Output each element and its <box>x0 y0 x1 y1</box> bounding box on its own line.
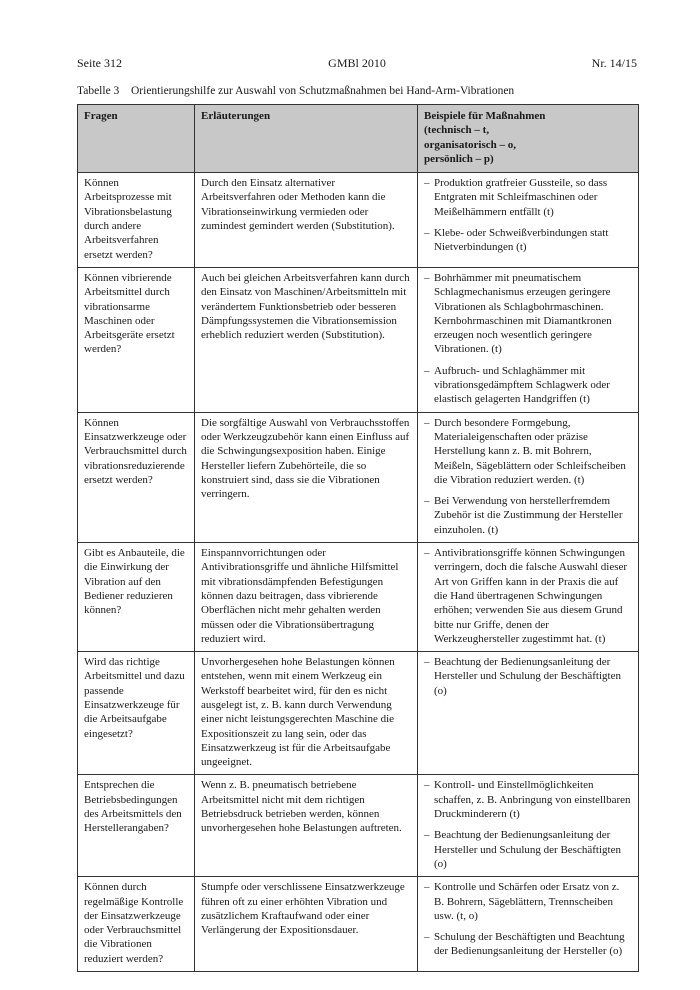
cell-beispiele <box>418 652 639 775</box>
example-item <box>424 828 632 871</box>
example-item <box>424 494 632 537</box>
cell-frage: Können Einsatzwerkzeuge oder Verbrauchsmittel durch vibrationsreduzierende ersetzt werden? <box>78 412 195 542</box>
dash-marker: – <box>424 416 430 429</box>
example-text: Beachtung der Bedienungsanleitung der Hersteller und Schulung der Beschäftigten (o) <box>434 829 621 870</box>
table-row <box>78 652 639 775</box>
dash-marker: – <box>424 779 430 792</box>
cell-frage: Können Arbeitsprozesse mit Vibrationsbelastung durch andere Arbeitsverfahren ersetzt werden? <box>78 173 195 268</box>
example-item <box>424 226 632 255</box>
example-list <box>424 880 632 958</box>
example-list <box>424 416 632 537</box>
measures-table <box>77 104 639 972</box>
cell-beispiele <box>418 775 639 877</box>
cell-erlaeuterung: Auch bei gleichen Arbeitsverfahren kann durch den Einsatz von Maschinen/Arbeitsmitteln mit verändertem Funktionsbetrieb oder besseren Dämpfungssystemen die Vibrationsemission erheblich reduziert werden (Substitution). <box>195 267 418 412</box>
dash-marker: – <box>424 364 430 377</box>
page-number: Seite 312 <box>77 56 122 70</box>
example-text: Klebe- oder Schweißverbindungen statt Nietverbindungen (t) <box>434 227 609 254</box>
table-row <box>78 412 639 542</box>
cell-beispiele <box>418 412 639 542</box>
example-text: Antivibrationsgriffe können Schwingungen verringern, doch die falsche Auswahl dieser Art von Griffen kann in der Praxis die auf die Hand übertragenen Schwingungen erhöhen; verwenden Sie aus diesem Grund bitte nur Griffe, denen der Werkzeughersteller zugestimmt hat. (t) <box>434 547 628 645</box>
cell-frage: Können durch regelmäßige Kontrolle der Einsatzwerkzeuge oder Verbrauchsmittel die Vibrationen reduziert werden? <box>78 877 195 972</box>
example-item <box>424 778 632 821</box>
example-text: Schulung der Beschäftigten und Beachtung der Bedienungsanleitung der Hersteller (o) <box>434 931 625 958</box>
example-text: Kontrolle und Schärfen oder Ersatz von z. B. Bohrern, Sägeblättern, Trennscheiben usw. (t, o) <box>434 881 620 922</box>
table-row <box>78 543 639 652</box>
table-title: Orientierungshilfe zur Auswahl von Schutzmaßnahmen bei Hand-Arm-Vibrationen <box>131 85 515 97</box>
table-row <box>78 173 639 268</box>
cell-erlaeuterung: Stumpfe oder verschlissene Einsatzwerkzeuge führen oft zu einer erhöhten Vibration und zusätzlichem Kraftaufwand oder einer Verlängerung der Expositionsdauer. <box>195 877 418 972</box>
example-item <box>424 364 632 407</box>
example-list <box>424 778 632 871</box>
dash-marker: – <box>424 495 430 508</box>
table-row <box>78 775 639 877</box>
header-beispiele-line: persönlich – p) <box>424 152 494 165</box>
issue-number: Nr. 14/15 <box>591 56 637 70</box>
example-text: Beachtung der Bedienungsanleitung der Hersteller und Schulung der Beschäftigten (o) <box>434 656 621 697</box>
table-caption <box>77 85 514 97</box>
dash-marker: – <box>424 656 430 669</box>
example-text: Durch besondere Formgebung, Materialeigenschaften oder präzise Herstellung kann z. B. mit Bohrern, Meißeln, Sägeblättern oder Schleifscheiben die Vibration reduziert werden. (t) <box>434 416 626 486</box>
header-beispiele-line: (technisch – t, <box>424 124 490 137</box>
header-fragen: Fragen <box>78 105 195 173</box>
cell-erlaeuterung: Wenn z. B. pneumatisch betriebene Arbeitsmittel nicht mit dem richtigen Betriebsdruck betrieben werden, können unvorhergesehen hohe Belastungen auftreten. <box>195 775 418 877</box>
cell-erlaeuterung: Einspannvorrichtungen oder Antivibrationsgriffe und ähnliche Hilfsmittel mit vibrationsdämpfenden Befestigungen können dazu beitragen, dass vibrierende Oberflächen nicht mehr gehalten werden müssen oder die Vibrationsübertragung reduziert wird. <box>195 543 418 652</box>
cell-frage: Wird das richtige Arbeitsmittel und dazu passende Einsatzwerkzeuge für die Arbeitsaufgabe eingesetzt? <box>78 652 195 775</box>
example-item <box>424 546 632 646</box>
cell-frage: Gibt es Anbauteile, die die Einwirkung der Vibration auf den Bediener reduzieren können? <box>78 543 195 652</box>
dash-marker: – <box>424 931 430 944</box>
dash-marker: – <box>424 177 430 190</box>
cell-frage: Können vibrierende Arbeitsmittel durch vibrationsarme Maschinen oder Arbeitsgeräte ersetzt werden? <box>78 267 195 412</box>
example-list <box>424 176 632 254</box>
table-number: Tabelle 3 <box>77 85 120 97</box>
example-text: Bohrhämmer mit pneumatischem Schlagmechanismus erzeugen geringere Vibrationen als Schlagbohrmaschinen. Kernbohrmaschinen mit Diamantkronen erzeugen noch wesentlich geringere Vibrationen. (t) <box>434 271 612 356</box>
example-item <box>424 930 632 959</box>
example-item <box>424 880 632 923</box>
dash-marker: – <box>424 881 430 894</box>
dash-marker: – <box>424 547 430 560</box>
example-text: Produktion gratfreier Gussteile, so dass Entgraten mit Schleifmaschinen oder Meißelhämmern entfällt (t) <box>434 177 608 218</box>
example-text: Kontroll- und Einstellmöglichkeiten schaffen, z. B. Anbringung von einstellbaren Druckminderern (t) <box>434 779 631 821</box>
example-list <box>424 546 632 646</box>
page-header <box>77 56 637 72</box>
example-text: Aufbruch- und Schlaghämmer mit vibrationsgedämpftem Schlagwerk oder elastisch gelagerten Handgriffen (t) <box>434 364 610 406</box>
example-item <box>424 655 632 698</box>
cell-erlaeuterung: Unvorhergesehen hohe Belastungen können entstehen, wenn mit einem Werkzeug ein Werkstoff bearbeitet wird, für den es nicht ausgelegt ist, z. B. kann durch Verwendung einer nicht leistungsgerechten Maschine die Expositionszeit zu lang sein, oder das Einsatzwerkzeug ist für die Arbeitsaufgabe ungeeignet. <box>195 652 418 775</box>
header-beispiele-line: organisatorisch – o, <box>424 138 516 151</box>
cell-beispiele <box>418 173 639 268</box>
example-list <box>424 655 632 698</box>
example-item <box>424 271 632 357</box>
example-text: Bei Verwendung von herstellerfremdem Zubehör ist die Zustimmung der Hersteller einzuholen. (t) <box>434 495 623 536</box>
header-beispiele <box>418 105 639 173</box>
table-row <box>78 267 639 412</box>
dash-marker: – <box>424 271 430 284</box>
dash-marker: – <box>424 829 430 842</box>
cell-erlaeuterung: Die sorgfältige Auswahl von Verbrauchsstoffen oder Werkzeugzubehör kann einen Einfluss auf die Schwingungsexposition haben. Einige Hersteller liefern Zubehörteile, die so konstruiert sind, dass sie die Vibrationen verringern. <box>195 412 418 542</box>
cell-frage: Entsprechen die Betriebsbedingungen des Arbeitsmittels den Herstellerangaben? <box>78 775 195 877</box>
header-erlaeuterungen: Erläuterungen <box>195 105 418 173</box>
cell-beispiele <box>418 543 639 652</box>
table-row <box>78 877 639 972</box>
example-item <box>424 416 632 487</box>
cell-erlaeuterung: Durch den Einsatz alternativer Arbeitsverfahren oder Methoden kann die Vibrationseinwirkung vermieden oder zumindest gemindert werden (Substitution). <box>195 173 418 268</box>
cell-beispiele <box>418 877 639 972</box>
example-item <box>424 176 632 219</box>
publication-title: GMBl 2010 <box>328 56 386 70</box>
dash-marker: – <box>424 227 430 240</box>
table-header-row <box>78 105 639 173</box>
cell-beispiele <box>418 267 639 412</box>
header-beispiele-line: Beispiele für Maßnahmen <box>424 110 546 122</box>
example-list <box>424 271 632 407</box>
